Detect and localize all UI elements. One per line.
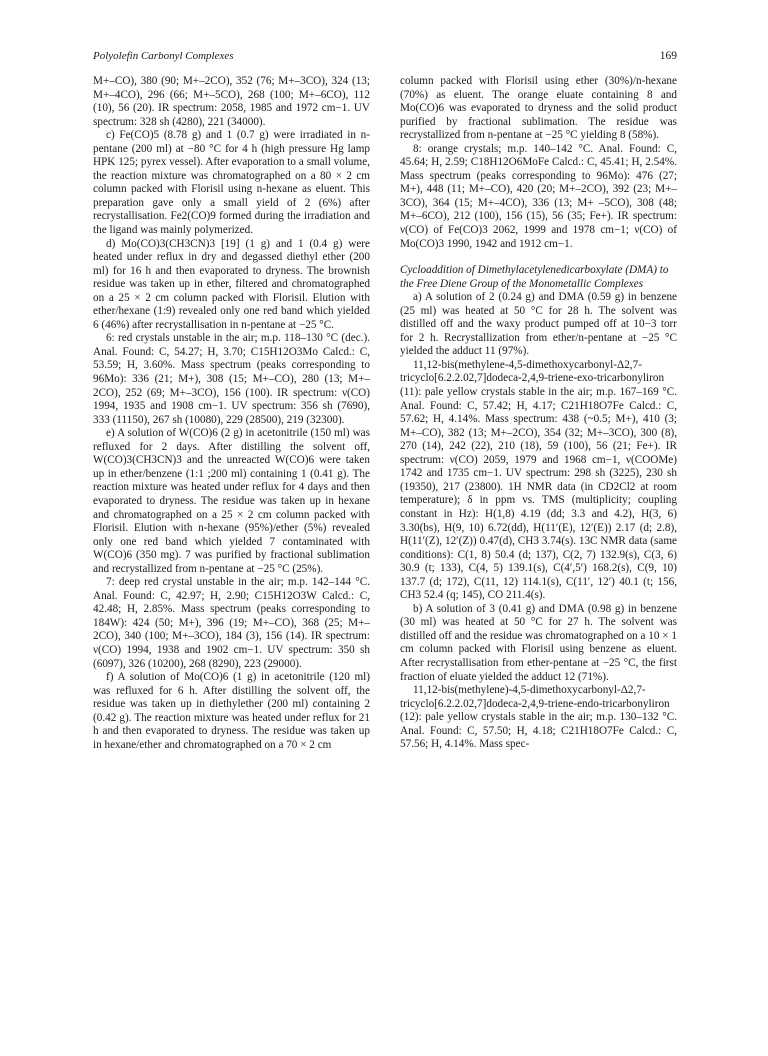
paragraph: M+–CO), 380 (90; M+–2CO), 352 (76; M+–3CO), 324 (13; M+–4CO), 296 (66; M+–5CO), 268 (100; M+–6CO), 112 (10), 56 (20). IR spectrum: 2058, 1985 and 1972 cm−1. UV spectrum: 328 sh (4280), 221 (34000). — [93, 75, 370, 128]
paragraph: 7: deep red crystal unstable in the air; m.p. 142–144 °C. Anal. Found: C, 42.97; H, 2.90; C15H12O3W Calcd.: C, 42.48; H, 2.85%. Mass spectrum (peaks corresponding to 184W): 424 (50; M+), 396 (19; M+–CO), 368 (25; M+–2CO), 340 (100; M+–3CO), 184 (3), 156 (14). IR spectrum: ν(CO) 1994, 1938 and 1902 cm−1. UV spectrum: 350 sh (6097), 326 (10200), 268 (8290), 223 (29000). — [93, 576, 370, 670]
page-header — [93, 50, 677, 62]
paragraph: 11,12-bis(methylene)-4,5-dimethoxycarbonyl-Δ2,7-tricyclo[6.2.2.02,7]dodeca-2,4,9-triene-endo-tricarbonyliron (12): pale yellow crystals stable in the air; m.p. 130–132 °C. Anal. Found: C, 57.50; H, 4.18; C21H18O7Fe Calcd.: C, 57.56; H, 4.14%. Mass spec- — [400, 684, 677, 751]
right-column — [400, 75, 677, 752]
paragraph: b) A solution of 3 (0.41 g) and DMA (0.98 g) in benzene (30 ml) was heated at 50 °C for 27 h. The solvent was distilled off and the residue was chromatographed on a 10 × 1 cm column packed with Florisil using benzene as eluent. After recrystallisation from ether-pentane at −25 °C, the first fraction of eluate yielded the adduct 12 (71%). — [400, 602, 677, 683]
running-head: Polyolefin Carbonyl Complexes — [93, 50, 234, 62]
paragraph: 8: orange crystals; m.p. 140–142 °C. Anal. Found: C, 45.64; H, 2.59; C18H12O6MoFe Calcd.: C, 45.41; H, 2.54%. Mass spectrum (peaks corresponding to 96Mo): 476 (27; M+), 448 (11; M+–CO), 420 (20; M+–2CO), 392 (23; M+–3CO), 364 (15; M+–4CO), 336 (13; M+ –5CO), 308 (48; M+–6CO), 212 (100), 156 (15), 56 (35; Fe+). IR spectrum: ν(CO) of Fe(CO)3 2062, 1999 and 1978 cm−1; ν(CO) of Mo(CO)3 1990, 1942 and 1912 cm−1. — [400, 142, 677, 250]
paragraph: d) Mo(CO)3(CH3CN)3 [19] (1 g) and 1 (0.4 g) were heated under reflux in dry and degassed diethyl ether (200 ml) for 16 h and then evaporated to dryness. The brownish residue was taken up in ether, filtered and chromatographed on a 25 × 2 cm column packed with Florisil. Elution with ether/hexane (1:9) revealed only one red band which yielded 6 (46%) after recrystallisation in n-pentane at −25 °C. — [93, 237, 370, 331]
paragraph: a) A solution of 2 (0.24 g) and DMA (0.59 g) in benzene (25 ml) was heated at 50 °C for 28 h. The solvent was distilled off and the waxy product pumped off at 10−3 torr for 2 h. Recrystallization from ether/n-pentane at −25 °C yielded the adduct 11 (97%). — [400, 291, 677, 358]
paragraph: column packed with Florisil using ether (30%)/n-hexane (70%) as eluent. The orange eluate containing 8 and Mo(CO)6 was evaporated to dryness and the solid product purified by fractional sublimation. The residue was recrystallized from n-pentane at −25 °C yielding 8 (58%). — [400, 75, 677, 142]
section-heading: Cycloaddition of Dimethylacetylenedicarboxylate (DMA) to the Free Diene Group of the Monometallic Complexes — [400, 264, 669, 290]
paragraph: 11,12-bis(methylene-4,5-dimethoxycarbonyl-Δ2,7-tricyclo[6.2.2.02,7]dodeca-2,4,9-triene-exo-tricarbonyliron (11): pale yellow crystals stable in the air; m.p. 167–169 °C. Anal. Found: C, 57.42; H, 4.17; C21H18O7Fe Calcd.: C, 57.62; H, 4.14%. Mass spectrum: 438 (~0.5; M+), 410 (3; M+–CO), 382 (13; M+–2CO), 354 (32; M+–3CO), 300 (8), 270 (14), 242 (22), 210 (18), 59 (100), 56 (21; Fe+). IR spectrum: ν(CO) 2059, 1979 and 1968 cm−1, ν(COOMe) 1742 and 1735 cm−1. UV spectrum: 298 sh (3225), 230 sh (19350), 217 (23800). 1H NMR data (in CD2Cl2 at room temperature); δ in ppm vs. TMS (multiplicity; coupling constant in Hz): H(1,8) 4.19 (dd; 3.3 and 4.2), H(3, 6) 3.30(bs), H(9, 10) 6.72(dd), H(11′(E), 12′(E)) 2.17 (d; 2.8), H(11′(Z), 12′(Z)) 0.47(d), CH3 3.74(s). 13C NMR data (same conditions): C(1, 8) 50.4 (d; 137), C(2, 7) 132.9(s), C(3, 6) 30.9 (t; 133), C(4, 5) 139.1(s), C(4′,5′) 168.2(s), C(9, 10) 137.7 (d; 172), C(11, 12) 114.1(s), C(11′, 12′) 40.1 (t; 156, CH3 52.4 (q; 145), CO 211.4(s). — [400, 358, 677, 602]
paragraph: 6: red crystals unstable in the air; m.p. 118–130 °C (dec.). Anal. Found: C, 54.27; H, 3.70; C15H12O3Mo Calcd.: C, 53.59; H, 3.60%. Mass spectrum (peaks corresponding to 96Mo): 336 (21; M+), 308 (15; M+–CO), 280 (13; M+–2CO), 252 (69; M+–3CO), 156 (100). IR spectrum: ν(CO) 1994, 1935 and 1908 cm−1. UV spectrum: 356 sh (7690), 333 (11150), 267 sh (10080), 229 (28500), 219 (32300). — [93, 332, 370, 426]
paragraph: c) Fe(CO)5 (8.78 g) and 1 (0.7 g) were irradiated in n-pentane (200 ml) at −80 °C for 4 h (high pressure Hg lamp HPK 125; pyrex vessel). After evaporation to a small volume, the reaction mixture was chromatographed on a 80 × 2 cm column packed with Florisil using n-hexane as eluent. This preparation gave only a small yield of 2 (6%) after recrystallisation. Fe2(CO)9 formed during the irradiation and the ligand was mainly polymerized. — [93, 129, 370, 237]
paragraph: e) A solution of W(CO)6 (2 g) in acetonitrile (150 ml) was refluxed for 2 days. After distilling the solvent off, W(CO)3(CH3CN)3 and the unreacted W(CO)6 were taken up in ether/benzene (1:1 ;200 ml) containing 1 (0.41 g). The reaction mixture was heated under reflux for 4 days and then evaporated to dryness. The residue was taken up in hexane and chromatographed on a 25 × 2 cm column packed with Florisil. Elution with n-hexane (95%)/ether (5%) revealed only one red band which yielded 7 contaminated with W(CO)6 (350 mg). 7 was purified by fractional sublimation and recrystallized from n-pentane at −25 °C (25%). — [93, 427, 370, 575]
page-number: 169 — [659, 50, 677, 62]
paragraph: f) A solution of Mo(CO)6 (1 g) in acetonitrile (120 ml) was refluxed for 6 h. After distilling the solvent off, the residue was taken up in diethylether (200 ml) containing 2 (0.42 g). The reaction mixture was heated under reflux for 21 h and then evaporated to dryness. The residue was taken up in hexane/ether and chromatographed on a 70 × 2 cm — [93, 671, 370, 751]
left-column — [93, 75, 370, 752]
